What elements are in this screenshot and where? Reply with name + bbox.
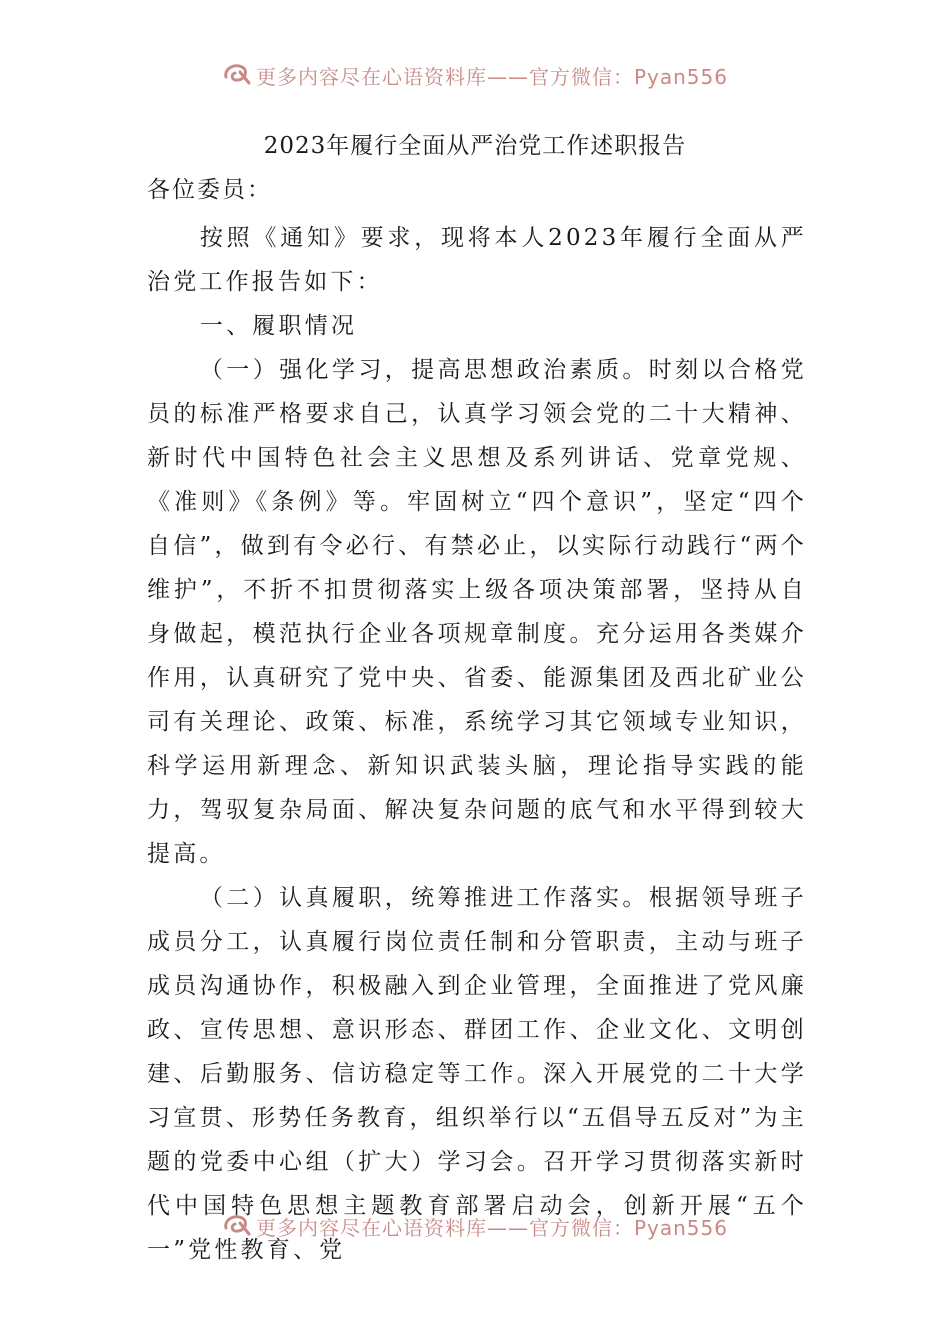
- body-paragraph: （二）认真履职，统筹推进工作落实。根据领导班子成员分工，认真履行岗位责任制和分管职责，主动与班子成员沟通协作，积极融入到企业管理，全面推进了党风廉政、宣传思想、意识形态、群团工作、企业文化、文明创建、后勤服务、信访稳定等工作。深入开展党的二十大学习宣贯、形势任务教育，组织举行以“五倡导五反对”为主题的党委中心组（扩大）学习会。召开学习贯彻落实新时代中国特色思想主题教育部署启动会，创新开展“五个一”党性教育、党: [147, 885, 807, 1263]
- header-watermark: [0, 55, 950, 89]
- salutation: 各位委员：: [147, 177, 272, 203]
- section-heading: 一、履职情况: [199, 313, 358, 339]
- footer-watermark: [0, 1206, 950, 1240]
- intro-paragraph: 按照《通知》要求，现将本人2023年履行全面从严治党工作报告如下：: [147, 225, 807, 295]
- swirl-logo-icon: [222, 59, 252, 85]
- watermark-text: 更多内容尽在心语资料库——官方微信：Pyan556: [255, 64, 728, 89]
- watermark-text: 更多内容尽在心语资料库——官方微信：Pyan556: [255, 1215, 728, 1240]
- document-title: 2023年履行全面从严治党工作述职报告: [263, 133, 687, 159]
- swirl-logo-icon: [222, 1210, 252, 1236]
- body-paragraph: （一）强化学习，提高思想政治素质。时刻以合格党员的标准严格要求自己，认真学习领会党的二十大精神、新时代中国特色社会主义思想及系列讲话、党章党规、《准则》《条例》等。牢固树立“四个意识”，坚定“四个自信”，做到有令必行、有禁必止，以实际行动践行“两个维护”，不折不扣贯彻落实上级各项决策部署，坚持从自身做起，模范执行企业各项规章制度。充分运用各类媒介作用，认真研究了党中央、省委、能源集团及西北矿业公司有关理论、政策、标准，系统学习其它领域专业知识，科学运用新理念、新知识武装头脑，理论指导实践的能力，驾驭复杂局面、解决复杂问题的底气和水平得到较大提高。: [147, 357, 807, 867]
- document-body: [147, 216, 807, 1272]
